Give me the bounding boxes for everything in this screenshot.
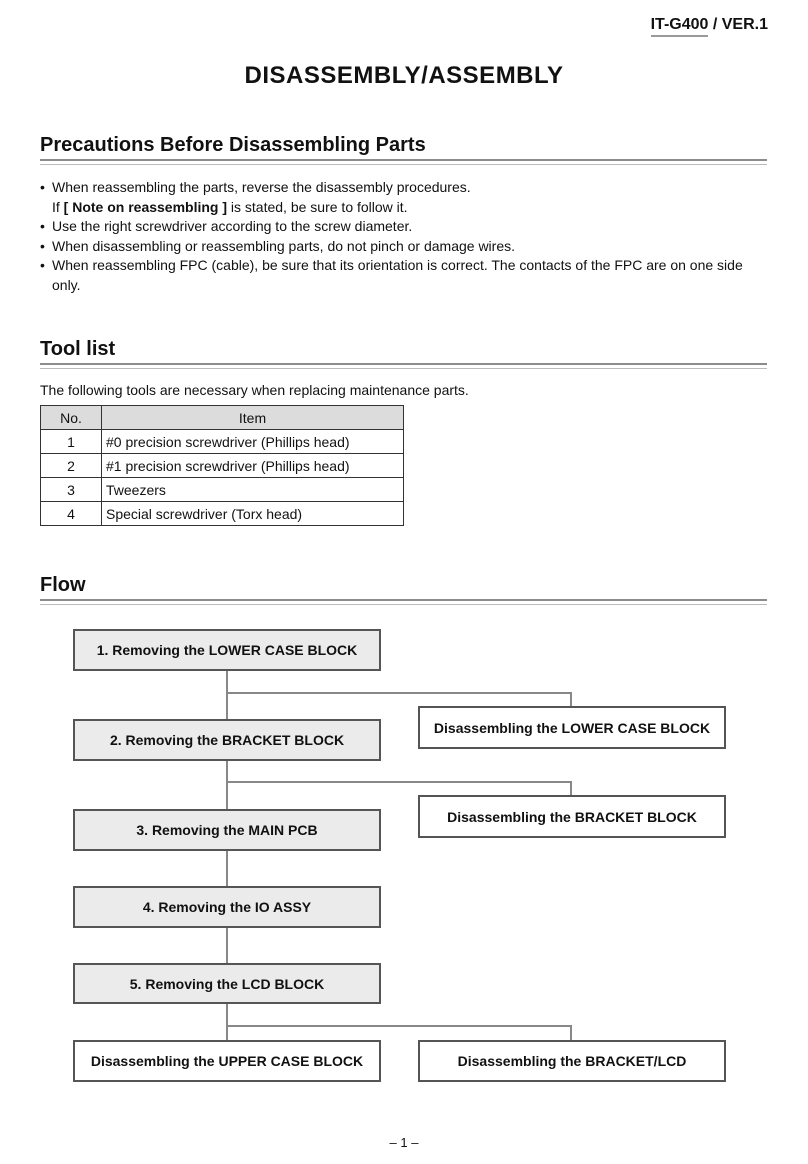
tool-no: 4: [41, 502, 102, 526]
section-divider: [40, 599, 767, 605]
section-divider: [40, 363, 767, 369]
flow-branch-bracket: Disassembling the BRACKET BLOCK: [418, 795, 726, 838]
flow-step-5: 5. Removing the LCD BLOCK: [73, 963, 381, 1004]
flow-step-3: 3. Removing the MAIN PCB: [73, 809, 381, 851]
precaution-text: If: [52, 198, 64, 215]
section-divider: [40, 159, 767, 165]
tool-item: Tweezers: [102, 478, 404, 502]
table-header-row: [41, 406, 404, 430]
flow-step-1: 1. Removing the LOWER CASE BLOCK: [73, 629, 381, 671]
connector-line: [570, 692, 572, 707]
note-label: [ Note on reassembling ]: [63, 198, 228, 215]
flow-heading: Flow: [40, 574, 86, 596]
connector-line: [226, 760, 228, 810]
connector-line: [570, 781, 572, 796]
precaution-text: When reassembling the parts, reverse the disassembly procedures.: [52, 179, 471, 195]
flow-step-4: 4. Removing the IO ASSY: [73, 886, 381, 928]
column-header-item: Item: [102, 406, 404, 430]
connector-line: [226, 1003, 228, 1041]
table-row: [41, 430, 404, 454]
precaution-text: Use the right screwdriver according to the screw diameter.: [52, 218, 413, 234]
table-row: [41, 478, 404, 502]
tool-item: Special screwdriver (Torx head): [102, 502, 404, 526]
list-item: [40, 217, 768, 237]
tool-item: #0 precision screwdriver (Phillips head): [102, 430, 404, 454]
precaution-text: is stated, be sure to follow it.: [227, 198, 408, 215]
connector-line: [226, 781, 572, 783]
page-title: DISASSEMBLY/ASSEMBLY: [244, 62, 564, 89]
connector-line: [226, 692, 572, 694]
connector-line: [226, 1025, 572, 1027]
tool-no: 3: [41, 478, 102, 502]
tool-item: #1 precision screwdriver (Phillips head): [102, 454, 404, 478]
tools-intro: The following tools are necessary when replacing maintenance parts.: [40, 382, 469, 398]
tool-no: 1: [41, 430, 102, 454]
connector-line: [226, 927, 228, 964]
table-row: [41, 454, 404, 478]
list-item: [40, 178, 768, 217]
connector-line: [226, 670, 228, 720]
page-number: – 1 –: [389, 1135, 419, 1150]
tool-no: 2: [41, 454, 102, 478]
precautions-heading: Precautions Before Disassembling Parts: [40, 134, 426, 156]
tool-table: [40, 405, 404, 526]
list-item: [40, 237, 768, 257]
column-header-no: No.: [41, 406, 102, 430]
list-item: [40, 256, 768, 295]
document-id: [651, 16, 768, 34]
connector-line: [570, 1025, 572, 1041]
flow-branch-bracket-lcd: Disassembling the BRACKET/LCD: [418, 1040, 726, 1082]
precautions-list: [40, 178, 768, 295]
precaution-text: When reassembling FPC (cable), be sure that its orientation is correct. The contacts of the FPC are on one side only.: [52, 257, 743, 293]
table-row: [41, 502, 404, 526]
connector-line: [226, 850, 228, 887]
precaution-text: When disassembling or reassembling parts, do not pinch or damage wires.: [52, 237, 516, 254]
doc-version: / VER.1: [708, 16, 768, 33]
flow-branch-upper-case: Disassembling the UPPER CASE BLOCK: [73, 1040, 381, 1082]
flow-step-2: 2. Removing the BRACKET BLOCK: [73, 719, 381, 761]
flow-branch-lower-case: Disassembling the LOWER CASE BLOCK: [418, 706, 726, 749]
doc-model: IT-G400: [651, 16, 709, 37]
tools-heading: Tool list: [40, 338, 116, 360]
